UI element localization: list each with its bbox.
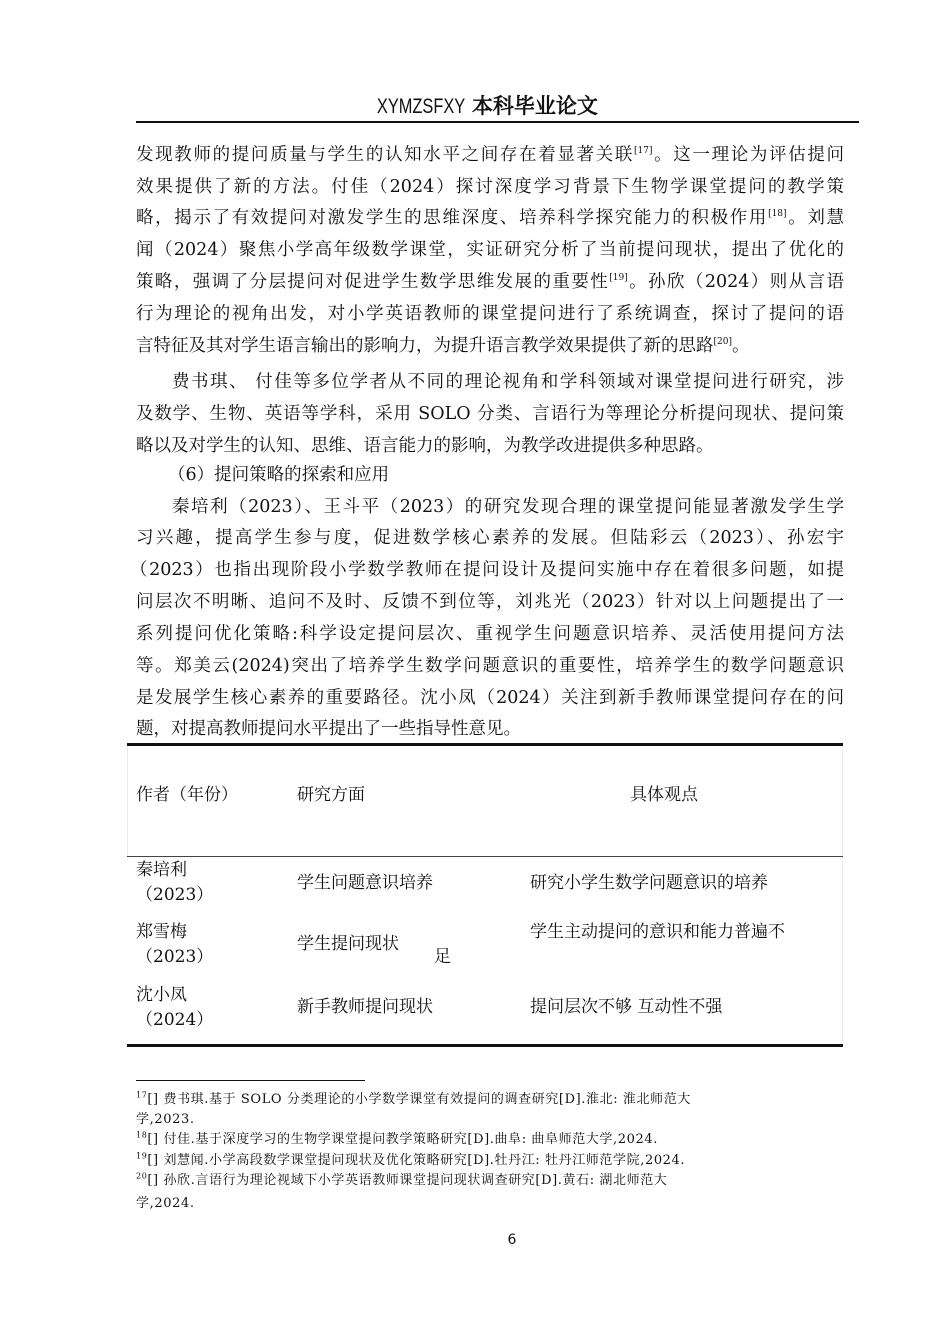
- citation-18[interactable]: [18]: [768, 209, 787, 220]
- cell-view: 提问层次不够 互动性不强: [530, 997, 723, 1017]
- header-cjk-title: 本科毕业论文: [471, 94, 598, 118]
- cell-view-overflow: 足: [434, 947, 451, 967]
- footnote-17: $^{17}$[] 费书琪.基于 SOLO 分类理论的小学数学课堂有效提问的调查研究[D].淮北: 淮北师范大: [136, 1090, 691, 1107]
- text-line: 行为理论的视角出发，对小学英语教师的课堂提问进行了系统调查，探讨了提问的语: [136, 304, 844, 324]
- footnote-19: $^{19}$[] 刘慧闻.小学高段数学课堂提问现状及优化策略研究[D].牡丹江: 牡丹江师范学院,2024.: [136, 1151, 686, 1168]
- footnote-20: $^{20}$[] 孙欣.言语行为理论视域下小学英语教师课堂提问现状调查研究[D].黄石: 湖北师范大: [136, 1171, 668, 1188]
- running-header: [0, 90, 950, 120]
- table-bottom-rule: [127, 1044, 843, 1047]
- text-line: 是发展学生核心素养的重要路径。沈小凤（2024）关注到新手教师课堂提问存在的问: [136, 688, 844, 708]
- column-header-author: 作者（年份）: [136, 785, 238, 805]
- text-line: 闻（2024）聚焦小学高年级数学课堂，实证研究分析了当前提问现状，提出了优化的: [136, 240, 844, 260]
- section-heading: （6）提问策略的探索和应用: [168, 465, 390, 485]
- column-header-aspect: 研究方面: [297, 785, 365, 805]
- cell-year: （2024）: [136, 1010, 214, 1030]
- text-line: 效果提供了新的方法。付佳（2024）探讨深度学习背景下生物学课堂提问的教学策: [136, 177, 844, 197]
- cell-author: 沈小凤: [136, 985, 187, 1005]
- cell-aspect: 学生提问现状: [297, 934, 399, 954]
- table-header-rule: [127, 856, 843, 857]
- citation-17[interactable]: [17]: [633, 146, 653, 157]
- text-line: 问层次不明晰、追问不及时、反馈不到位等，刘兆光（2023）针对以上问题提出了一: [136, 592, 844, 612]
- cell-author: 郑雪梅: [136, 922, 187, 942]
- column-header-view: 具体观点: [630, 785, 698, 805]
- text-line: 费书琪、 付佳等多位学者从不同的理论视角和学科领域对课堂提问进行研究，涉: [172, 372, 844, 392]
- text-line: 题，对提高教师提问水平提出了一些指导性意见。: [136, 719, 521, 739]
- text-line: 及数学、生物、英语等学科，采用 SOLO 分类、言语行为等理论分析提问现状、提问策: [136, 404, 844, 424]
- header-rule: [136, 121, 859, 123]
- footnote-17-cont: 学,2023.: [136, 1112, 195, 1127]
- text-line: 发现教师的提问质量与学生的认知水平之间存在着显著关联[17]。这一理论为评估提问: [136, 145, 845, 165]
- cell-aspect: 新手教师提问现状: [297, 997, 433, 1017]
- table-right-border: [842, 857, 843, 1043]
- table-left-border: [127, 746, 128, 856]
- text-line: 等。郑美云(2024)突出了培养学生数学问题意识的重要性，培养学生的数学问题意识: [136, 656, 844, 676]
- header-latin-title: XYMZSFXY: [376, 95, 466, 118]
- text-line: 习兴趣，提高学生参与度，促进数学核心素养的发展。但陆彩云（2023）、孙宏宇: [136, 528, 844, 548]
- text-line: 系列提问优化策略:科学设定提问层次、重视学生问题意识培养、灵活使用提问方法: [136, 624, 844, 644]
- citation-19[interactable]: [19]: [609, 273, 628, 284]
- text-line: 秦培利（2023）、王斗平（2023）的研究发现合理的课堂提问能显著激发学生学: [172, 497, 844, 517]
- cell-author: 秦培利: [136, 860, 187, 880]
- cell-aspect: 学生问题意识培养: [297, 873, 433, 893]
- text-line: 略，揭示了有效提问对激发学生的思维深度、培养科学探究能力的积极作用[18]。刘慧: [136, 208, 845, 228]
- cell-year: （2023）: [136, 947, 214, 967]
- footnote-separator: [136, 1080, 365, 1081]
- footnote-20-cont: 学,2024.: [136, 1196, 195, 1211]
- cell-view: 学生主动提问的意识和能力普遍不: [530, 922, 785, 942]
- cell-view: 研究小学生数学问题意识的培养: [530, 873, 768, 893]
- table-right-border: [842, 746, 843, 856]
- footnote-18: $^{18}$[] 付佳.基于深度学习的生物学课堂提问教学策略研究[D].曲阜: 曲阜师范大学,2024.: [136, 1130, 658, 1147]
- table-top-rule: [127, 743, 843, 746]
- page-number: 6: [507, 1232, 517, 1248]
- citation-20[interactable]: [20]: [713, 337, 732, 348]
- text-line: 言特征及其对学生语言输出的影响力，为提升语言教学效果提供了新的思路[20]。: [136, 336, 750, 356]
- text-line: （2023）也指出现阶段小学数学教师在提问设计及提问实施中存在着很多问题，如提: [130, 560, 844, 580]
- text-line: 策略，强调了分层提问对促进学生数学思维发展的重要性[19]。孙欣（2024）则从言语: [136, 272, 844, 292]
- text-line: 略以及对学生的认知、思维、语言能力的影响，为教学改进提供多种思路。: [136, 436, 714, 456]
- cell-year: （2023）: [136, 885, 214, 905]
